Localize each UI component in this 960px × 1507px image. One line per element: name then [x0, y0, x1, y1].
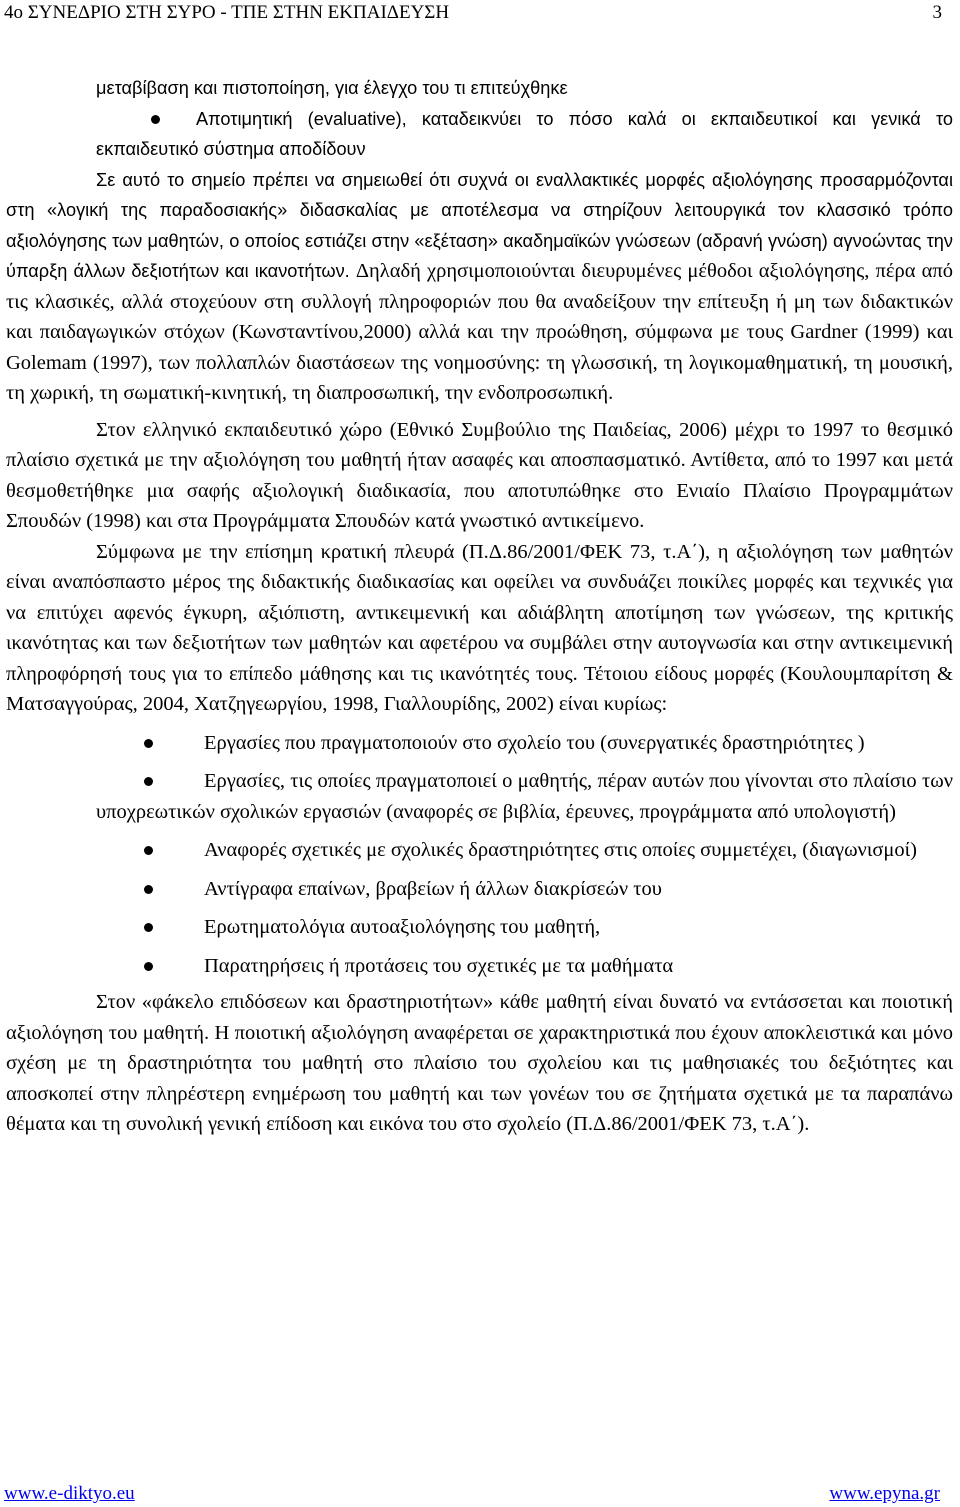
- paragraph-official-view: Σύμφωνα με την επίσημη κρατική πλευρά (Π.Δ.86/2001/ΦΕΚ 73, τ.Α΄), η αξιολόγηση των μαθητών είναι αναπόσπαστο μέρος της διδακτικής διαδικασίας και οφείλει να συνδυάζει ποικίλες μορφές και τεχνικές για να επιτύχει αφενός έγκυρη, αξιόπιστη, αντικειμενική και αδιάβλητη αποτίμηση των γνώσεων, της κριτικής ικανότητας και των δεξιοτήτων των μαθητών και αφετέρου να συμβάλει στην αυτογνωσία και στην αντικειμενική πληροφόρησή τους για το επίπεδο μάθησης και τις ικανότητές τους. Τέτοιου είδους μορφές (Κουλουμπαρίτση & Ματσαγγούρας, 2004, Χατζηγεωργίου, 1998, Γιαλλουρίδης, 2002) είναι κυρίως:: [6, 540, 953, 715]
- bullet-dot-icon: [144, 962, 153, 971]
- bullet-text: Εργασίες, τις οποίες πραγματοποιεί ο μαθητής, πέραν αυτών που γίνονται στο πλαίσιο των υποχρεωτικών σχολικών εργασιών (αναφορές σε βιβλία, έρευνες, προγράμματα από υπολογιστή): [96, 770, 953, 823]
- bullet-dot-icon: [144, 777, 153, 786]
- bullet-text: Αντίγραφα επαίνων, βραβείων ή άλλων διακρίσεών του: [204, 877, 662, 900]
- paragraph-alternative-forms-b: Δηλαδή χρησιμοποιούνται διευρυμένες μέθοδοι αξιολόγησης, πέρα από τις κλασικές, αλλά στοχεύουν στη συλλογή πληροφοριών που θα αναδείξουν την επίτευξη ή μη των διδακτικών και παιδαγωγικών στόχων (Κωνσταντίνου,2000) αλλά και την προώθηση, σύμφωνα με τους Gardner (1999) και Golemam (1997), των πολλαπλών διαστάσεων της νοημοσύνης: τη γλωσσική, τη λογικομαθηματική, τη μουσική, τη χωρική, τη σωματική-κινητική, τη διαπροσωπική, την ενδοπροσωπική.: [6, 260, 953, 404]
- bullet-evaluative: [6, 104, 953, 165]
- bullet-dot-icon: [144, 739, 153, 748]
- paragraph-alternative-forms: [6, 165, 953, 409]
- paragraph-alternative-forms-a: Σε αυτό το σημείο πρέπει να σημειωθεί ότι συχνά οι εναλλακτικές μορφές αξιολόγησης προσαρμόζονται στη «λογική της παραδοσιακής» διδασκαλίας με αποτέλεσμα να στηρίζουν λειτουργικά τον κλασσικό τρόπο αξιολόγησης των μαθητών, ο οποίος εστιάζει στην «εξέταση» ακαδημαϊκών γνώσεων (αδρανή γνώση) αγνοώντας την ύπαρξη άλλων δεξιοτήτων και ικανοτήτων.: [6, 169, 953, 281]
- paragraph-portfolio: Στον «φάκελο επιδόσεων και δραστηριοτήτων» κάθε μαθητή είναι δυνατό να εντάσσεται και ποιοτική αξιολόγηση του μαθητή. Η ποιοτική αξιολόγηση αναφέρεται σε χαρακτηριστικά που έχουν αποκλειστικά και μόνο σχέση με τη δραστηριότητα του μαθητή στο πλαίσιο του σχολείου και τις μαθησιακές του δεξιότητες και αποσκοπεί στην πληρέστερη ενημέρωση του μαθητή και των γονέων του σε ζητήματα σχετικά με τα παραπάνω θέματα και τη συνολική γενική επίδοση και εικόνα του στο σχολείο (Π.Δ.86/2001/ΦΕΚ 73, τ.Α΄).: [6, 991, 953, 1135]
- bullet-dot-icon: [144, 923, 153, 932]
- bullet-text: Παρατηρήσεις ή προτάσεις του σχετικές με τα μαθήματα: [204, 954, 674, 977]
- header-title: 4ο ΣΥΝΕΔΡΙΟ ΣΤΗ ΣΥΡΟ - ΤΠΕ ΣΤΗΝ ΕΚΠΑΙΔΕΥΣΗ: [4, 2, 450, 23]
- bullet-text: Εργασίες που πραγματοποιούν στο σχολείο του (συνεργατικές δραστηριότητες ): [204, 731, 865, 754]
- page-header: [4, 2, 942, 26]
- bullet-dot-icon: [151, 115, 160, 124]
- bullet-item-5: [6, 912, 953, 943]
- bullet-text: Ερωτηματολόγια αυτοαξιολόγησης του μαθητή,: [204, 916, 601, 938]
- bullet-item-1: [6, 728, 953, 759]
- footer-link-e-diktyo[interactable]: www.e-diktyo.eu: [4, 1483, 135, 1504]
- bullet-text: Αναφορές σχετικές με σχολικές δραστηριότητες στις οποίες συμμετέχει, (διαγωνισμοί): [204, 839, 917, 861]
- bullet-item-4: [6, 874, 953, 905]
- page-number: 3: [932, 2, 942, 23]
- bullet-item-3: [6, 835, 953, 866]
- document-body: [6, 73, 953, 1140]
- bullet-dot-icon: [144, 885, 153, 894]
- bullet-dot-icon: [144, 846, 153, 855]
- page-footer: [4, 1483, 940, 1507]
- bullet-item-6: [6, 951, 953, 982]
- bullet-item-2: [6, 766, 953, 827]
- paragraph-greek-context: Στον ελληνικό εκπαιδευτικό χώρο (Εθνικό Συμβούλιο της Παιδείας, 2006) μέχρι το 1997 το θεσμικό πλαίσιο σχετικά με την αξιολόγηση του μαθητή ήταν ασαφές και αποσπασματικό. Αντίθετα, από το 1997 και μετά θεσμοθετήθηκε μια σαφής αξιολογική διαδικασία, που αποτυπώθηκε στο Ενιαίο Πλαίσιο Προγραμμάτων Σπουδών (1998) και στα Προγράμματα Σπουδών κατά γνωστικό αντικείμενο.: [6, 418, 953, 532]
- bullet-text: Αποτιμητική (evaluative), καταδεικνύει το πόσο καλά οι εκπαιδευτικοί και γενικά το εκπαιδευτικό σύστημα αποδίδουν: [96, 108, 953, 159]
- paragraph-continuation: μεταβίβαση και πιστοποίηση, για έλεγχο του τι επιτεύχθηκε: [96, 78, 568, 98]
- footer-link-epyna[interactable]: www.epyna.gr: [829, 1483, 940, 1504]
